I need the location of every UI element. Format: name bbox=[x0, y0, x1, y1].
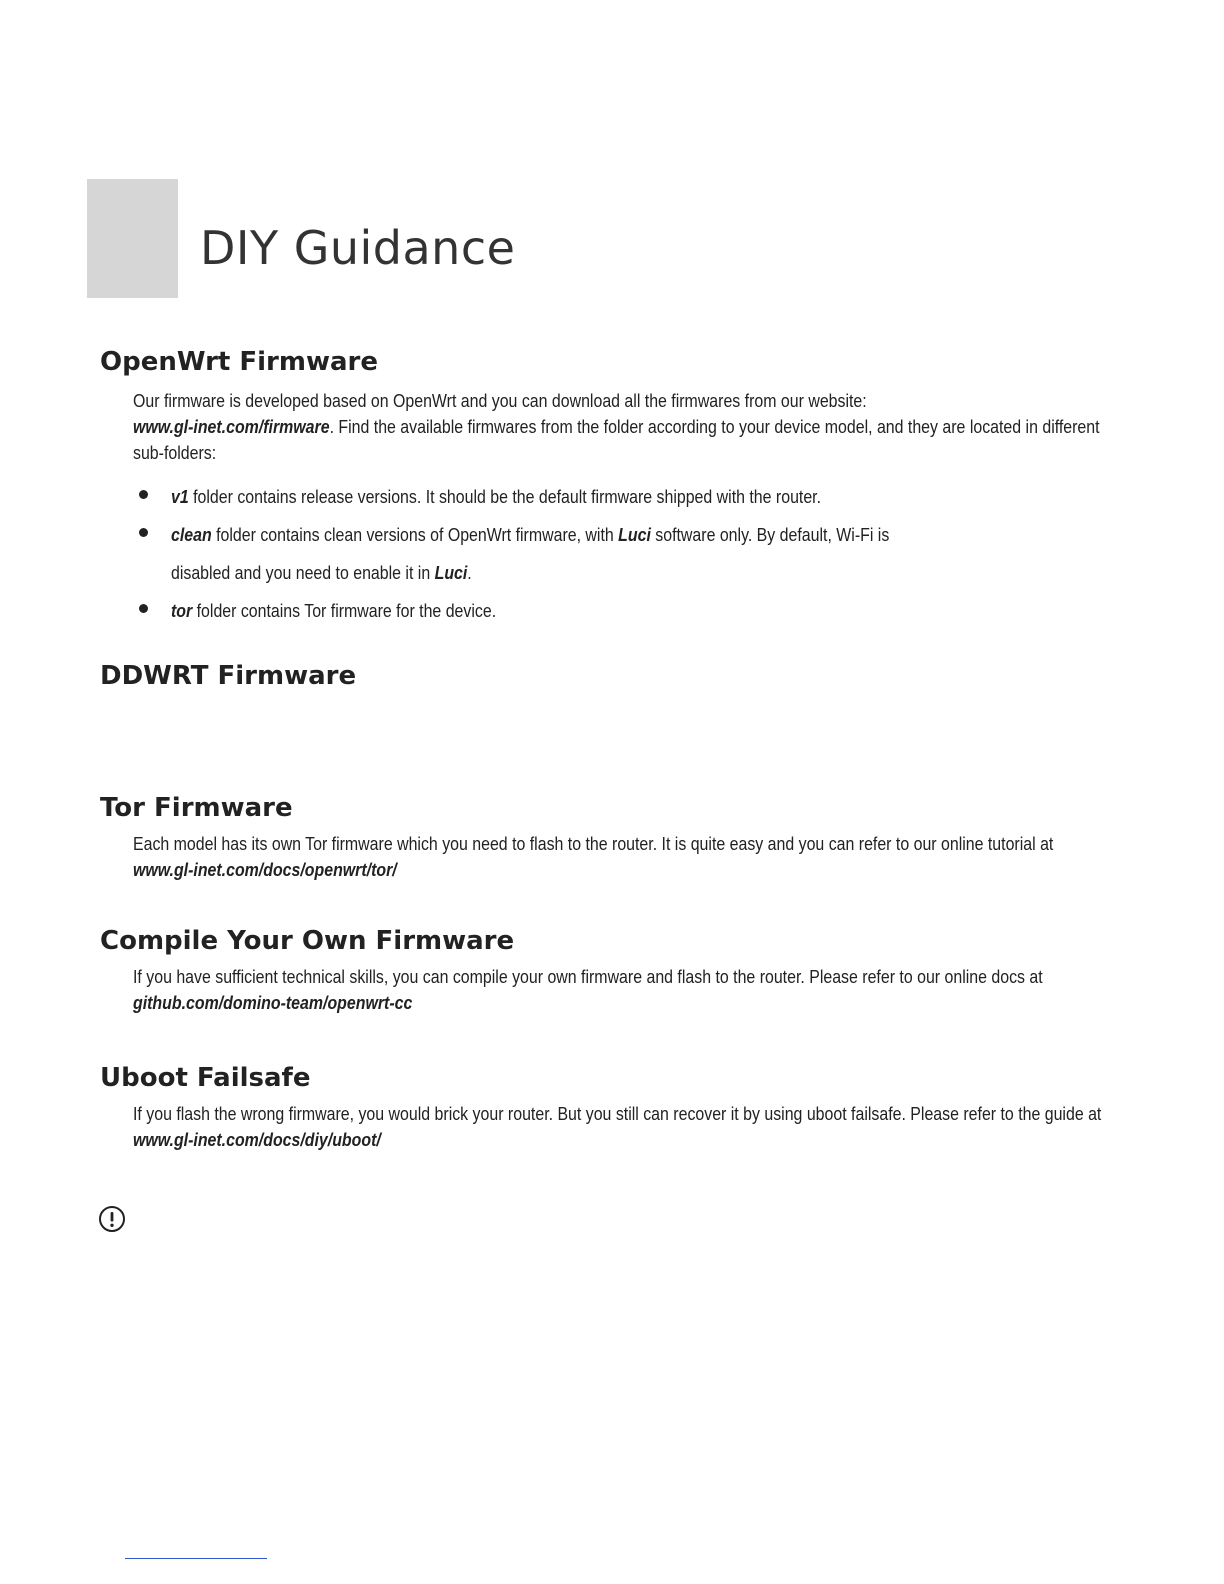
list-item-text bbox=[171, 478, 1117, 516]
luci-term: Luci bbox=[618, 524, 651, 545]
list-item-clean bbox=[130, 516, 1130, 592]
folder-name-tor: tor bbox=[171, 600, 193, 621]
compile-docs-link[interactable]: github.com/domino-team/openwrt-cc bbox=[133, 992, 413, 1013]
uboot-paragraph bbox=[133, 1101, 1122, 1153]
luci-term: Luci bbox=[434, 562, 468, 583]
footer-link-underline bbox=[125, 1558, 267, 1559]
compile-text: If you have sufficient technical skills, you can compile your own firmware and flash to the router. Please refer to our online docs at bbox=[133, 966, 1043, 987]
folder-description: folder contains clean versions of OpenWrt firmware, with bbox=[211, 524, 619, 545]
openwrt-intro-text: Our firmware is developed based on OpenWrt and you can download all the firmwares from our website: bbox=[133, 390, 867, 411]
folder-description: folder contains Tor firmware for the device. bbox=[192, 600, 497, 621]
heading-uboot-failsafe: Uboot Failsafe bbox=[100, 1063, 311, 1093]
bullet-dot-icon bbox=[139, 490, 148, 499]
list-item-v1 bbox=[130, 478, 1130, 516]
openwrt-folder-list bbox=[130, 478, 1130, 630]
tor-tutorial-link[interactable]: www.gl-inet.com/docs/openwrt/tor/ bbox=[133, 859, 397, 880]
folder-description: . bbox=[467, 562, 472, 583]
folder-description: folder contains release versions. It should be the default firmware shipped with the router. bbox=[188, 486, 822, 507]
list-item-text bbox=[171, 516, 1117, 592]
heading-ddwrt-firmware: DDWRT Firmware bbox=[100, 661, 357, 691]
bullet-dot-icon bbox=[139, 528, 148, 537]
tor-text: Each model has its own Tor firmware which you need to flash to the router. It is quite easy and you can refer to our online tutorial at bbox=[133, 833, 1054, 854]
heading-tor-firmware: Tor Firmware bbox=[100, 793, 293, 823]
openwrt-firmware-link[interactable]: www.gl-inet.com/firmware bbox=[133, 416, 330, 437]
heading-compile-firmware: Compile Your Own Firmware bbox=[100, 926, 515, 956]
folder-description: disabled and you need to enable it in bbox=[171, 562, 435, 583]
list-item-tor bbox=[130, 592, 1130, 630]
folder-name-v1: v1 bbox=[171, 486, 189, 507]
page-title: DIY Guidance bbox=[200, 221, 516, 275]
heading-openwrt-firmware: OpenWrt Firmware bbox=[100, 347, 378, 377]
compile-paragraph bbox=[133, 964, 1105, 1016]
warning-circle-icon bbox=[98, 1205, 126, 1233]
folder-name-clean: clean bbox=[171, 524, 212, 545]
openwrt-intro bbox=[133, 388, 1122, 466]
folder-description: software only. By default, Wi-Fi is bbox=[650, 524, 890, 545]
tor-paragraph bbox=[133, 831, 1096, 883]
list-item-text bbox=[171, 592, 1117, 630]
bullet-dot-icon bbox=[139, 604, 148, 613]
openwrt-intro-text-2: . Find the available firmwares from the folder according to your device model, and they are located in different sub-folders: bbox=[133, 416, 1100, 463]
title-accent-block bbox=[87, 179, 178, 298]
uboot-text: If you flash the wrong firmware, you would brick your router. But you still can recover it by using uboot failsafe. Please refer to the guide at bbox=[133, 1103, 1102, 1124]
uboot-guide-link[interactable]: www.gl-inet.com/docs/diy/uboot/ bbox=[133, 1129, 381, 1150]
